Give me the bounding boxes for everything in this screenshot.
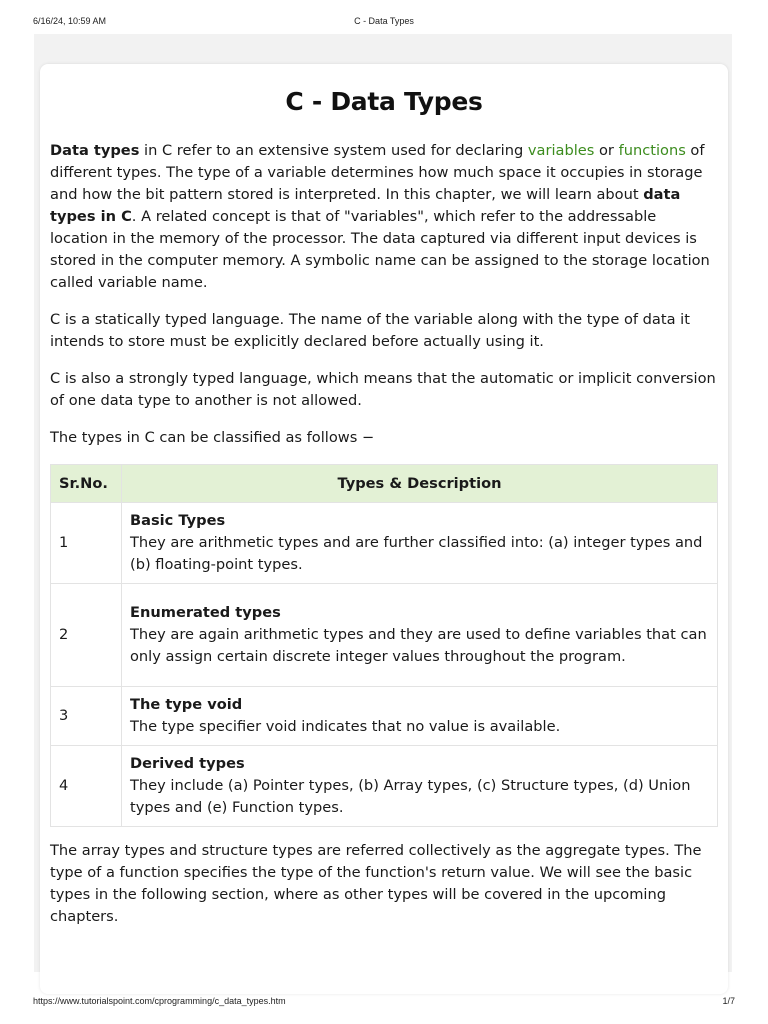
table-row [51,503,718,584]
aggregate-types-paragraph: The array types and structure types are referred collectively as the aggregate types. The type of a function specifies the type of the function's return value. We will see the basic types in the following section, where as other types will be covered in the upcoming chapters. [50,842,702,925]
table-row [51,687,718,746]
type-name: Enumerated types [130,604,281,621]
intro-text-3: of different types. The type of a variable determines how much space it occupies in storage and how the bit pattern stored is interpreted. In this chapter, we will learn about [50,142,705,203]
variables-link[interactable]: variables [527,142,595,159]
row-number: 2 [51,584,122,687]
intro-text-1: in C refer to an extensive system used for declaring [139,142,528,159]
bold-term-data-types-in-c: data types in C [50,186,681,225]
type-name: The type void [130,696,243,713]
type-name: Derived types [130,755,245,772]
functions-link[interactable]: functions [618,142,686,159]
row-description [122,746,718,827]
type-description: They include (a) Pointer types, (b) Array types, (c) Structure types, (d) Union types and (e) Function types. [130,777,691,816]
intro-text-2: or [594,142,619,159]
print-title: C - Data Types [354,16,414,26]
row-number: 1 [51,503,122,584]
data-types-table [50,464,718,827]
intro-text-4: . A related concept is that of "variables", which refer to the addressable location in the memory of the processor. The data captured via different input devices is stored in the computer memory. A symbolic name can be assigned to the storage location called variable name. [50,208,710,291]
row-number: 3 [51,687,122,746]
row-number: 4 [51,746,122,827]
print-page-number: 1/7 [722,996,735,1006]
type-description: They are again arithmetic types and they are used to define variables that can only assign certain discrete integer values throughout the program. [130,626,707,665]
header-sr-no: Sr.No. [51,465,122,503]
intro-paragraph [50,140,718,294]
row-description [122,503,718,584]
classification-intro: The types in C can be classified as follows − [50,429,375,446]
table-row [51,584,718,687]
print-datetime: 6/16/24, 10:59 AM [33,16,107,26]
type-description: The type specifier void indicates that no value is available. [130,718,561,735]
table-header-row [51,465,718,503]
static-typing-paragraph: C is a statically typed language. The name of the variable along with the type of data it intends to store must be explicitly declared before actually using it. [50,311,690,350]
bold-term-data-types: Data types [50,142,140,159]
strong-typing-paragraph: C is also a strongly typed language, which means that the automatic or implicit conversion of one data type to another is not allowed. [50,370,716,409]
print-footer [0,996,768,1010]
header-types-description: Types & Description [122,465,718,503]
row-description [122,584,718,687]
article-content [50,84,718,928]
print-url: https://www.tutorialspoint.com/cprogramming/c_data_types.htm [33,996,286,1006]
table-row [51,746,718,827]
print-header [0,16,768,30]
type-name: Basic Types [130,512,226,529]
type-description: They are arithmetic types and are further classified into: (a) integer types and (b) floating-point types. [130,534,703,573]
row-description [122,687,718,746]
page-title: C - Data Types [285,87,483,116]
